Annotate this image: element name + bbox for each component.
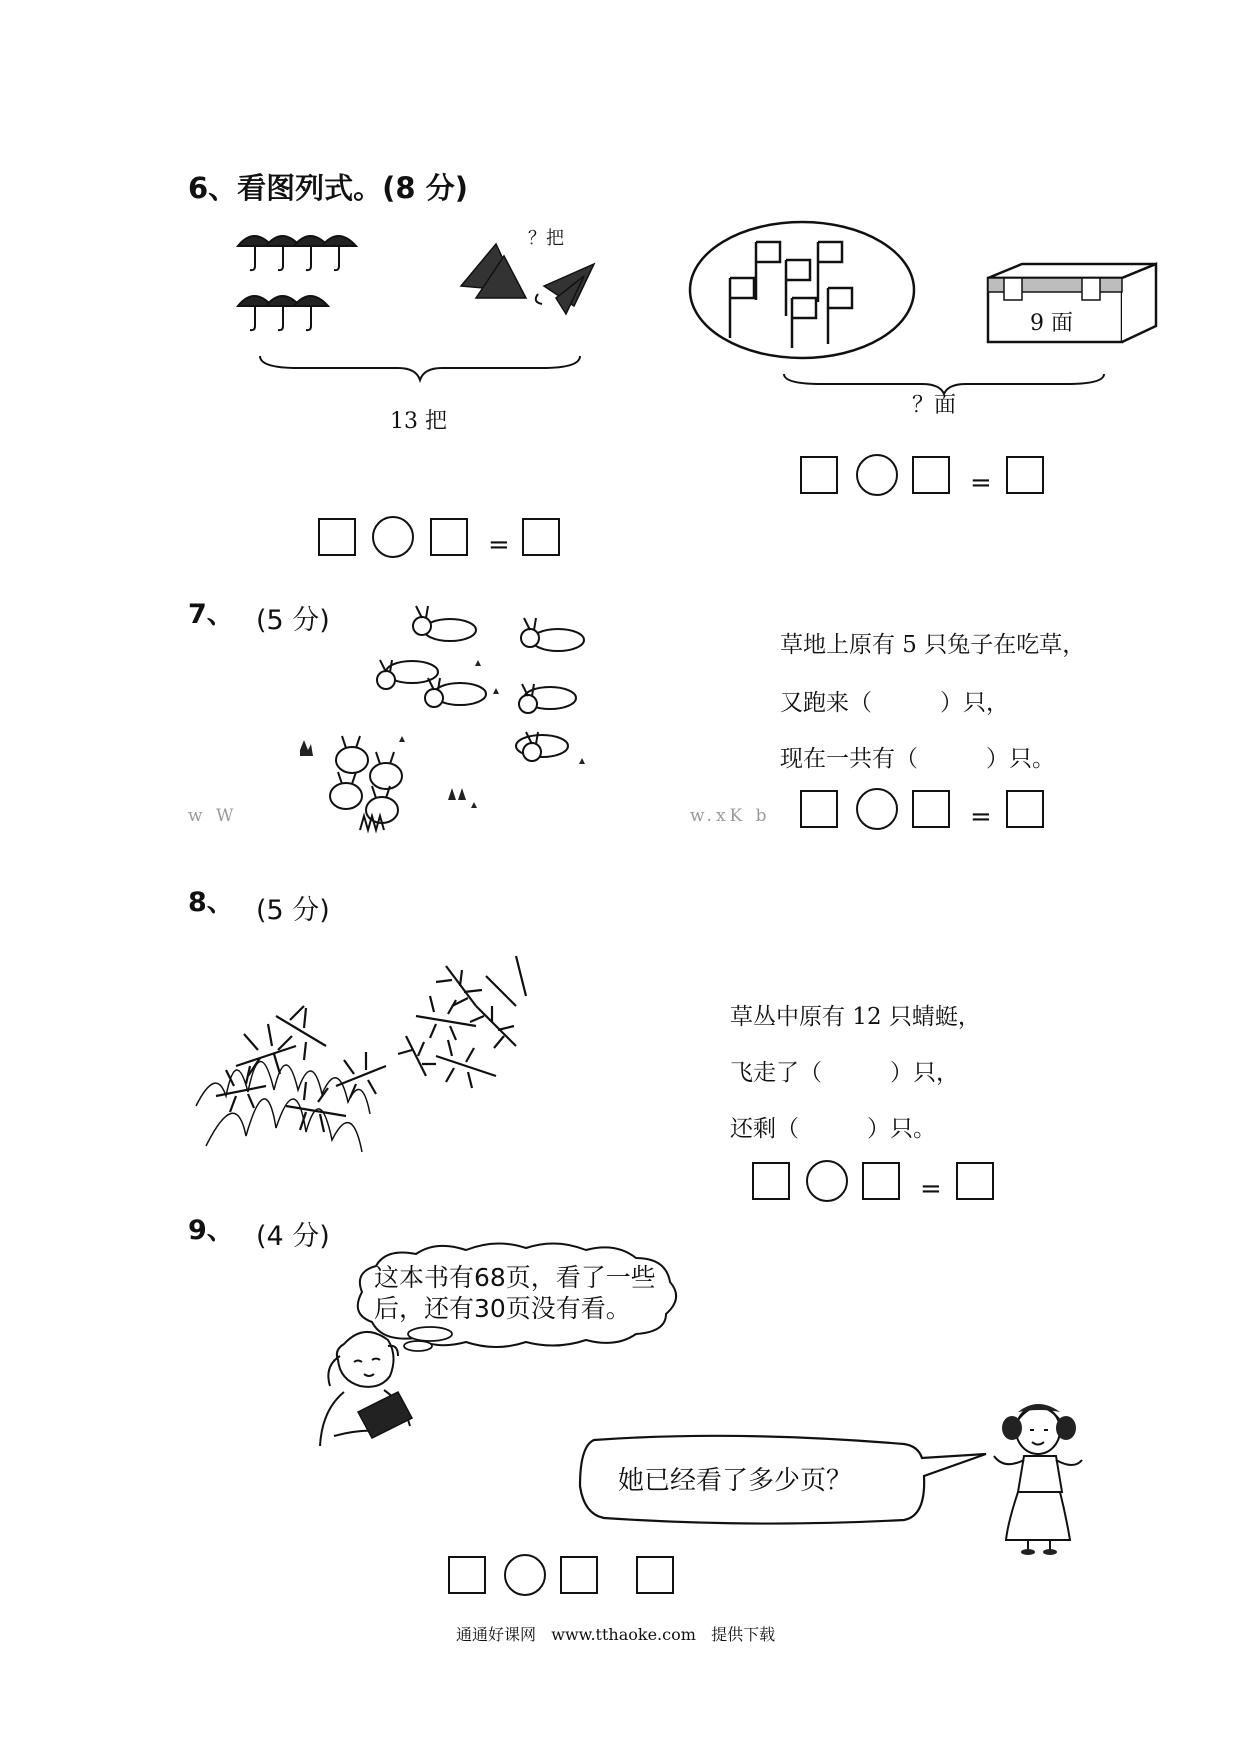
umbrella-group-illustration [236,224,386,334]
q7-equals: = [970,802,992,832]
q7-answer-box-2[interactable] [912,790,950,828]
q7-score: (5 分) [256,605,330,636]
q7-line3-after: ）只。 [986,746,1055,772]
q6-umbrella-equals: = [488,530,510,560]
q8-text-line-1: 草丛中原有 12 只蜻蜓， [730,1004,981,1030]
q8-answer-box-1[interactable] [752,1162,790,1200]
q6-umbrella-answer-box-2[interactable] [430,518,468,556]
q8-answer-box-2[interactable] [862,1162,900,1200]
q8-line2-before: 飞走了（ [730,1060,822,1086]
footer-note: 提供下载 [711,1625,776,1644]
footer-site-name: 通通好课网 [456,1625,537,1644]
umbrella-question-label: ？把 [528,228,564,249]
q7-line2-before: 又跑来（ [780,690,872,716]
q7-operator-circle[interactable] [856,788,898,830]
q6-flags-answer-box-2[interactable] [912,456,950,494]
q8-equals: = [920,1174,942,1204]
footer [456,1622,775,1645]
reading-girl-illustration [314,1326,424,1456]
q9-answer-box-1[interactable] [448,1556,486,1594]
flags-oval-illustration [688,220,918,360]
watermark-right: w.xK b [690,806,771,826]
q6-umbrella-answer-box-3[interactable] [522,518,560,556]
q6-flags-answer-box-3[interactable] [1006,456,1044,494]
q7-answer-box-3[interactable] [1006,790,1044,828]
q8-text-line-3 [730,1110,936,1143]
footer-url[interactable]: www.tthaoke.com [551,1625,696,1644]
q6-flags-equals: = [970,468,992,498]
q9-answer-box-3[interactable] [636,1556,674,1594]
q6-heading: 6、看图列式。(8 分) [188,171,468,205]
q8-score: (5 分) [256,895,330,926]
q6-flags-answer-box-1[interactable] [800,456,838,494]
q7-line2-after: ）只， [940,690,1009,716]
dragonflies-illustration [186,946,566,1166]
q6-flags-operator-circle[interactable] [856,454,898,496]
q7-number: 7、 [188,599,234,630]
q6-umbrella-answer-box-1[interactable] [318,518,356,556]
q9-answer-box-2[interactable] [560,1556,598,1594]
q8-text-line-2 [730,1054,959,1087]
q9-score: (4 分) [256,1221,330,1252]
q7-text-line-1: 草地上原有 5 只兔子在吃草， [780,632,1086,658]
q7-line3-before: 现在一共有（ [780,746,918,772]
q8-operator-circle[interactable] [806,1160,848,1202]
q9-number: 9、 [188,1215,234,1246]
watermark-left: w W [188,806,238,826]
q7-text-line-2 [780,684,1009,717]
q8-line2-after: ）只， [890,1060,959,1086]
q8-line3-after: ）只。 [867,1116,936,1142]
q9-operator-circle[interactable] [504,1554,546,1596]
flag-total-label: ？面 [912,393,957,418]
q7-text-line-3 [780,740,1055,773]
q8-line3-before: 还剩（ [730,1116,799,1142]
rabbits-illustration [282,600,652,850]
q8-number: 8、 [188,887,234,918]
umbrella-total-label: 13 把 [390,409,447,434]
q7-answer-box-1[interactable] [800,790,838,828]
speech-bubble-text: 她已经看了多少页？ [618,1466,853,1496]
flag-box-label: 9 面 [1030,311,1073,336]
umbrella-total-brace [258,354,582,384]
thought-bubble-line-1: 这本书有68页，看了一些 [374,1263,656,1292]
thought-bubble-line-2: 后，还有30页没有看。 [374,1294,631,1323]
standing-girl-illustration [984,1398,1094,1558]
q8-answer-box-3[interactable] [956,1162,994,1200]
q6-umbrella-operator-circle[interactable] [372,516,414,558]
